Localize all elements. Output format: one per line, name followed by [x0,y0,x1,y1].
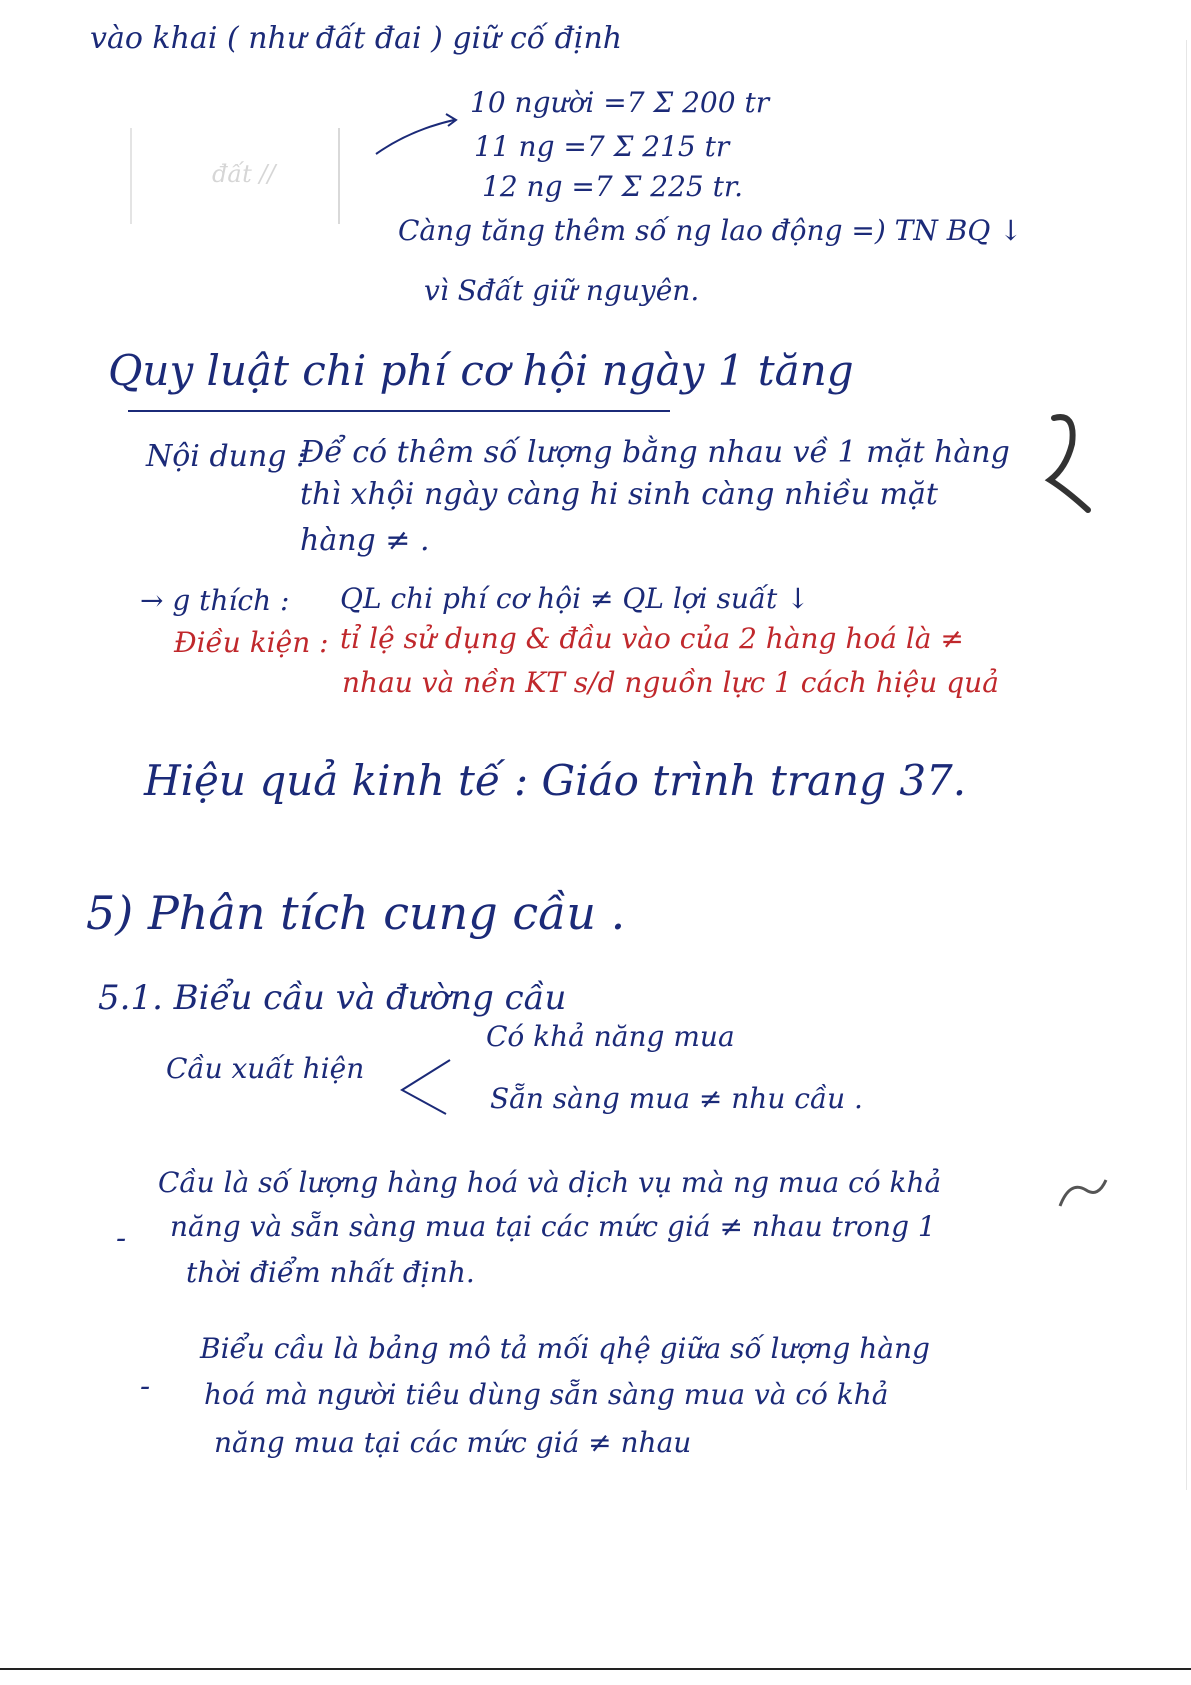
line-vao-khai: vào khai ( như đất đai ) giữ cố định [90,21,623,56]
heading-phan-tich: 5) Phân tích cung cầu . [86,886,626,940]
label-giai-thich: → g thích : [140,584,290,617]
label-cau-xuat-hien: Cầu xuất hiện [166,1052,365,1085]
dash-mark: - [116,1221,127,1256]
label-dieu-kien: Điều kiện : [174,626,329,659]
line-ti-le: tỉ lệ sử dụng & đầu vào của 2 hàng hoá là ≠ [340,622,964,655]
line-cau-la: Cầu là số lượng hàng hoá và dịch vụ mà ng mua có khả [158,1166,942,1199]
line-co-kha-nang: Có khả năng mua [486,1020,735,1053]
smudge-mark [1036,410,1100,520]
line-11-ng: 11 ng =7 Σ 215 tr [474,130,730,163]
line-hang-khac: hàng ≠ . [300,523,430,558]
line-hoa-ma-nguoi: hoá mà người tiêu dùng sẵn sàng mua và có khả [204,1378,889,1411]
line-thoi-diem: thời điểm nhất định. [186,1256,475,1289]
line-nhau-va-nen: nhau và nền KT s/d nguồn lực 1 cách hiệu quả [342,666,999,699]
line-san-sang-mua: Sẵn sàng mua ≠ nhu cầu . [490,1082,863,1115]
faint-erased-note: đất // [212,160,276,188]
line-ql-chi-phi: QL chi phí cơ hội ≠ QL lợi suất ↓ [340,582,810,615]
page-edge [1186,40,1187,1490]
line-bieu-cau-la: Biểu cầu là bảng mô tả mối qhệ giữa số lượng hàng [200,1332,930,1365]
line-12-ng: 12 ng =7 Σ 225 tr. [482,170,744,203]
bottom-scan-edge [0,1668,1191,1670]
line-vi-s-dat: vì Sđất giữ nguyên. [424,274,700,307]
line-cang-tang: Càng tăng thêm số ng lao động =) TN BQ ↓ [398,214,1023,247]
arrow-icon [370,108,466,158]
heading-hieu-qua: Hiệu quả kinh tế : Giáo trình trang 37. [144,756,967,805]
line-nang-va-san-sang: năng và sẵn sàng mua tại các mức giá ≠ nhau trong 1 [170,1210,936,1243]
heading-underline [128,410,670,412]
heading-quy-luat: Quy luật chi phí cơ hội ngày 1 tăng [108,346,854,395]
label-noi-dung: Nội dung : [146,439,307,474]
line-de-co-them: Để có thêm số lượng bằng nhau về 1 mặt hàng [300,435,1010,470]
bracket-angle-icon [396,1056,456,1116]
line-nang-mua-tai: năng mua tại các mức giá ≠ nhau [214,1426,692,1459]
line-thi-xhoi: thì xhội ngày càng hi sinh càng nhiều mặt [300,477,938,512]
line-10-nguoi: 10 người =7 Σ 200 tr [470,86,770,119]
smudge-mark-2 [1052,1172,1112,1216]
dash-mark-2: - [140,1369,151,1404]
subheading-5-1: 5.1. Biểu cầu và đường cầu [98,978,567,1018]
